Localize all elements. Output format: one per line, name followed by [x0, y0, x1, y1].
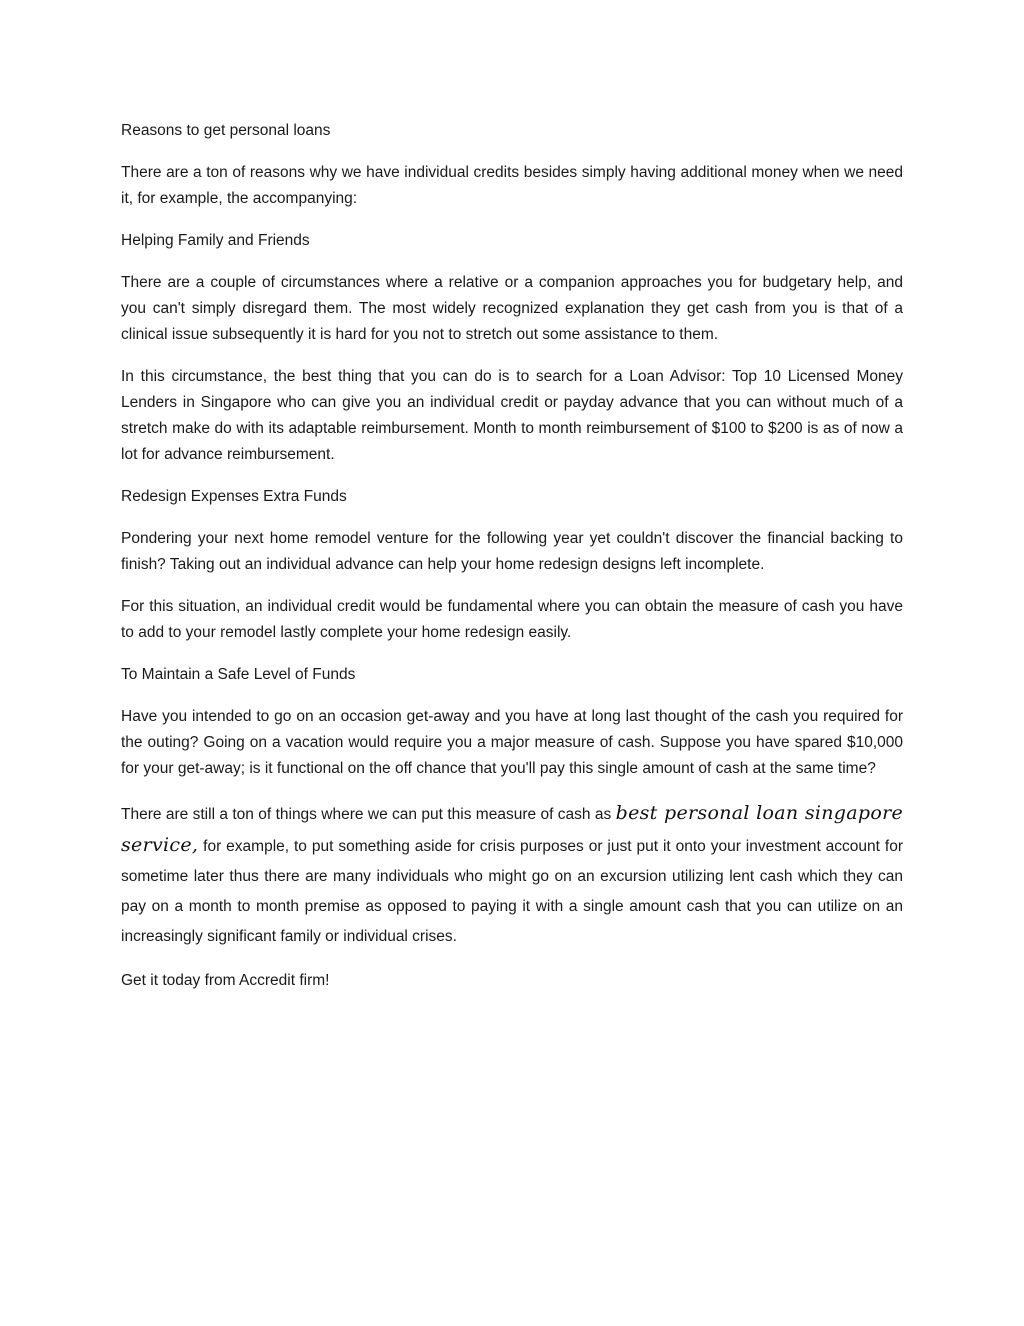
- redesign-paragraph-1: Pondering your next home remodel venture for the following year yet couldn't discover the financial backing to finish? Taking out an individual advance can help your home redesign designs left incomplete.: [121, 530, 903, 573]
- family-paragraph-1: There are a couple of circumstances where a relative or a companion approaches you for budgetary help, and you can't simply disregard them. The most widely recognized explanation they get cash from you is that of a clinical issue subsequently it is hard for you not to stretch out some assistance to them.: [121, 274, 903, 343]
- closing-text-after: for example, to put something aside for crisis purposes or just put it onto your investment account for sometime later thus there are many individuals who might go on an excursion utilizing lent cash which they can pay on a month to month premise as opposed to paying it with a single amount cash that you can utilize on an increasingly significant family or individual crises.: [121, 838, 903, 945]
- intro-paragraph: There are a ton of reasons why we have individual credits besides simply having additional money when we need it, for example, the accompanying:: [121, 164, 903, 207]
- signoff-line: Get it today from Accredit firm!: [121, 972, 330, 989]
- closing-paragraph: [121, 798, 903, 952]
- family-paragraph-2: In this circumstance, the best thing that you can do is to search for a Loan Advisor: Top 10 Licensed Money Lenders in Singapore who can give you an individual credit or payday advance that you can without much of a stretch make do with its adaptable reimbursement. Month to month reimbursement of $100 to $200 is as of now a lot for advance reimbursement.: [121, 368, 903, 463]
- script-link-text[interactable]: best personal loan singapore service,: [121, 802, 903, 856]
- closing-text-before: There are still a ton of things where we can put this measure of cash as: [121, 806, 616, 823]
- document-title: Reasons to get personal loans: [121, 122, 331, 139]
- section-heading-funds: To Maintain a Safe Level of Funds: [121, 666, 356, 683]
- section-heading-family: Helping Family and Friends: [121, 232, 310, 249]
- section-heading-redesign: Redesign Expenses Extra Funds: [121, 488, 347, 505]
- redesign-paragraph-2: For this situation, an individual credit would be fundamental where you can obtain the measure of cash you have to add to your remodel lastly complete your home redesign easily.: [121, 598, 903, 641]
- document-body: [121, 118, 903, 1010]
- funds-paragraph-1: Have you intended to go on an occasion get-away and you have at long last thought of the cash you required for the outing? Going on a vacation would require you a major measure of cash. Suppose you have spared $10,000 for your get-away; is it functional on the off chance that you'll pay this single amount of cash at the same time?: [121, 708, 903, 777]
